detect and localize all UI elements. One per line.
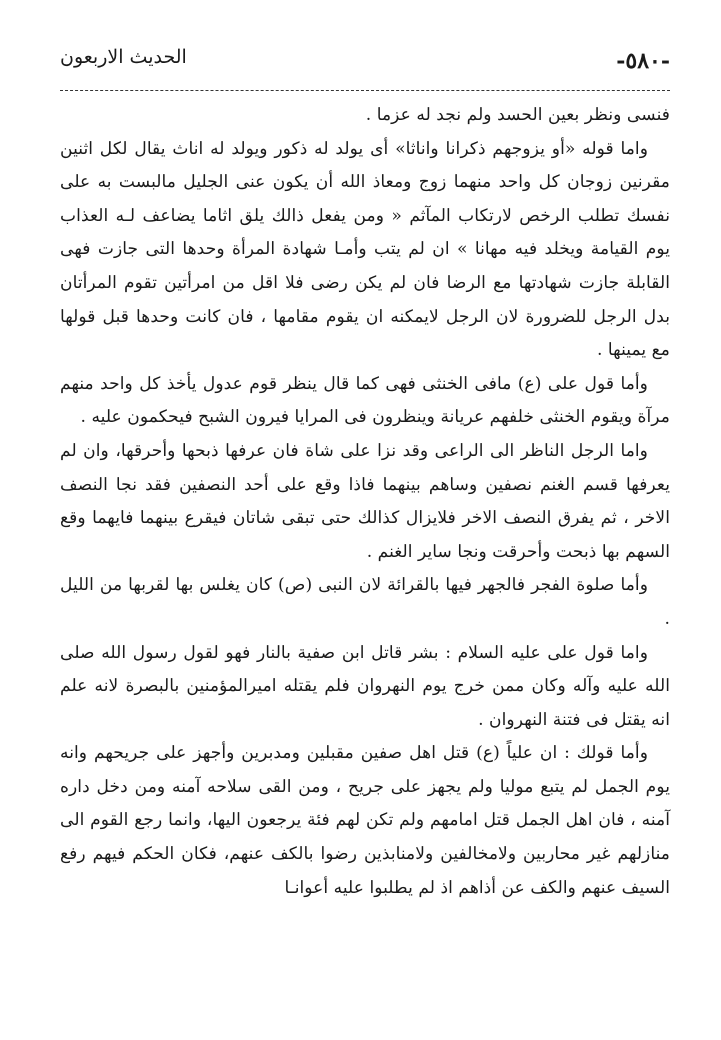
page-header	[60, 40, 670, 91]
paragraph: واما الرجل الناظر الى الراعى وقد نزا على شاة فان عرفها ذبحها وأحرقها، وان لم يعرفها قسم الغنم نصفين وساهم بينهما فاذا وقع على أحد النصفين فقد نجا النصف الاخر ، ثم يفرق النصف الاخر فلايزال كذالك حتى تبقى شاتان فيقرع بينهما فايهما وقع السهم بها ذبحت وأحرقت ونجا ساير الغنم .	[60, 440, 670, 562]
running-title: الحديث الاربعون	[60, 46, 187, 68]
book-page	[60, 40, 670, 905]
paragraph: وأما قول على (ع) مافى الخنثى فهى كما قال ينظر قوم عدول يأخذ كل واحد منهم مرآة ويقوم الخنثى خلفهم عريانة وينظرون فى المرايا فيرون الشبح فيحكمون عليه .	[60, 373, 670, 428]
paragraph: وأما صلوة الفجر فالجهر فيها بالقرائة لان النبى (ص) كان يغلس بها لقربها من الليل .	[60, 575, 670, 629]
paragraph: واما قول على عليه السلام : بشر قاتل ابن صفية بالنار فهو لقول رسول الله صلى الله عليه وآله وكان ممن خرج يوم النهروان فلم يقتله اميرالمؤمنين بالبصرة لانه علم انه يقتل فى فتنة النهروان .	[60, 642, 670, 730]
page-number: -٥٨٠-	[616, 48, 670, 74]
paragraph: وأما قولك : ان علياً (ع) قتل اهل صفين مقبلين ومدبرين وأجهز على جريحهم وانه يوم الجمل لم يتبع موليا ولم يجهز على جريح ، ومن القى سلاحه آمنه ومن دخل داره آمنه ، فان اهل الجمل قتل امامهم ولم تكن لهم فئة يرجعون اليها، وانما رجع القوم الى منازلهم غير محاربين ولامخالفين ولامنابذين رضوا بالكف عنهم، فكان الحكم فيهم رفع السيف عنهم والكف عن أذاهم اذ لم يطلبوا عليه أعوانـا	[60, 743, 670, 898]
paragraph: واما قوله «أو يزوجهم ذكرانا واناثا» أى يولد له ذكور ويولد له اناث يقال لكل اثنين مقرنين زوجان كل واحد منهما زوج ومعاذ الله أن يكون عنى الجليل مالبست به على نفسك تطلب الرخص لارتكاب المآثم « ومن يفعل ذالك يلق اثاما يضاعف لـه العذاب يوم القيامة ويخلد فيه مهانا » ان لم يتب وأمـا شهادة المرأة وحدها التى جازت فهى القابلة جازت شهادتها مع الرضا فان لم يكن رضى فلا اقل من امرأتين تقوم المرأتان بدل الرجل للضرورة لان الرجل لايمكنه ان يقوم مقامها ، فان كانت وحدها قبل قولها مع يمينها .	[60, 138, 670, 361]
paragraph: فنسى ونظر بعين الحسد ولم نجد له عزما .	[365, 105, 670, 125]
body-text	[60, 99, 670, 905]
